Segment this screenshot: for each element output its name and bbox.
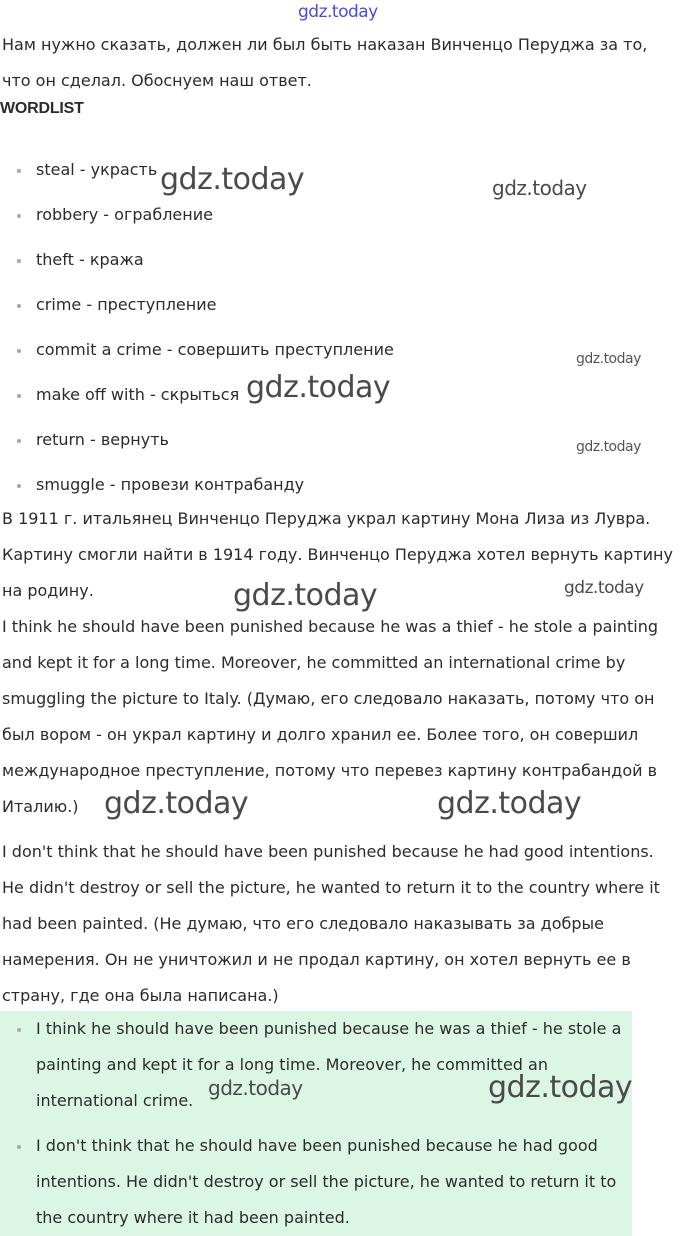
wordlist-item: smuggle - провези контрабанду [0,467,394,512]
intro-paragraph: Нам нужно сказать, должен ли был быть наказан Винченцо Перуджа за то, что он сделал. Обоснуем наш ответ. [2,35,648,90]
wordlist-item: make off with - скрыться [0,377,394,422]
watermark-text: gdz.today [233,578,378,613]
top-watermark: gdz.today [298,2,378,22]
wordlist-item: robbery - ограбление [0,197,394,242]
watermark-text: gdz.today [576,351,641,367]
wordlist-item: steal - украсть [0,152,394,197]
wordlist-item: theft - кража [0,242,394,287]
context-paragraph: В 1911 г. итальянец Винченцо Перуджа украл картину Мона Лиза из Лувра. Картину смогли найти в 1914 году. Винченцо Перуджа хотел вернуть картину на родину. [2,509,673,600]
watermark-text: gdz.today [492,176,587,200]
answer-list [0,1011,632,1236]
watermark-text: gdz.today [104,786,249,821]
watermark-text: gdz.today [488,1070,633,1105]
watermark-text: gdz.today [576,439,641,455]
watermark-text: gdz.today [160,162,305,197]
opinion-yes-paragraph: I think he should have been punished because he was a thief - he stole a painting and kept it for a long time. Moreover, he committed an international crime by smuggling the picture to Italy. (Думаю, его следовало наказать, потому что он был вором - он украл картину и долго хранил ее. Более того, он совершил международное преступление, потому что перевез картину контрабандой в Италию.) [2,617,659,816]
wordlist [0,152,394,512]
wordlist-item: crime - преступление [0,287,394,332]
wordlist-item: return - вернуть [0,422,394,467]
answer-item: I think he should have been punished because he was a thief - he stole a painting and kept it for a long time. Moreover, he committed an international crime. [0,1011,632,1119]
watermark-text: gdz.today [564,578,644,598]
watermark-text: gdz.today [246,370,391,405]
wordlist-heading: WORDLIST [0,100,84,117]
wordlist-item: commit a crime - совершить преступление [0,332,394,377]
opinion-no-paragraph: I don't think that he should have been punished because he had good intentions. He didn't destroy or sell the picture, he wanted to return it to the country where it had been painted. (Не думаю, что его следовало наказывать за добрые намерения. Он не уничтожил и не продал картину, он хотел вернуть ее в страну, где она была написана.) [2,842,660,1005]
watermark-text: gdz.today [208,1076,303,1100]
watermark-text: gdz.today [437,786,582,821]
answer-item: I don't think that he should have been punished because he had good intentions. He didn't destroy or sell the picture, he wanted to return it to the country where it had been painted. [0,1128,632,1236]
